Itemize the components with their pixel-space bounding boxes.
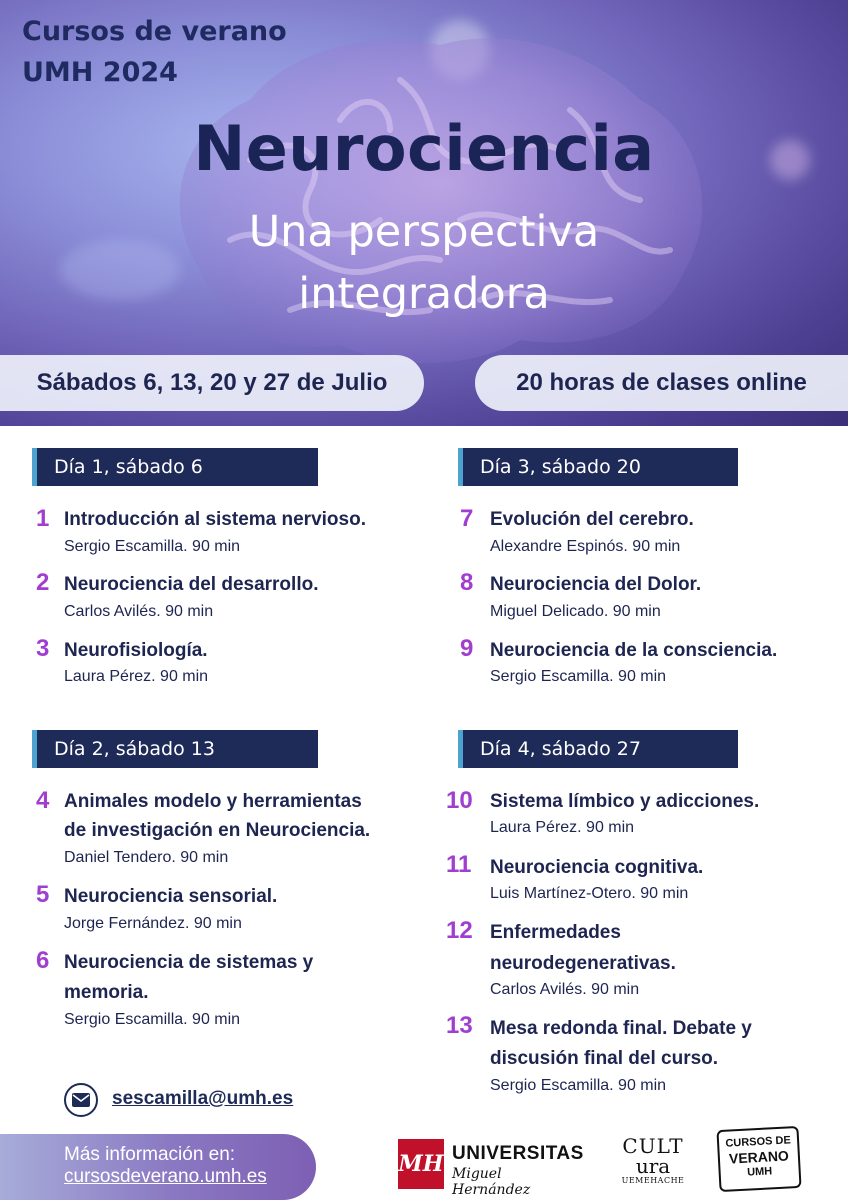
- umh-logo-sub: Miguel Hernández: [452, 1166, 531, 1198]
- session-number: 3: [36, 635, 50, 662]
- session-title: Evolución del cerebro.: [490, 509, 694, 530]
- more-info-link[interactable]: cursosdeverano.umh.es: [64, 1166, 267, 1187]
- cultura-logo: [618, 1136, 688, 1186]
- session-title: Animales modelo y herramientas: [64, 791, 362, 812]
- session-number: 2: [36, 569, 50, 596]
- cultura-logo-line2: ura: [635, 1154, 671, 1178]
- session-title: Sistema límbico y adicciones.: [490, 791, 760, 812]
- dates-text: Sábados 6, 13, 20 y 27 de Julio: [36, 369, 388, 396]
- day-2-header: [36, 730, 318, 768]
- session-title: Neurociencia del Dolor.: [490, 574, 702, 595]
- day-4-header: [462, 730, 738, 768]
- session-title: Neurociencia sensorial.: [64, 886, 278, 907]
- day-2-label: Día 2, sábado 13: [54, 738, 215, 760]
- session-meta: Laura Pérez. 90 min: [64, 668, 209, 685]
- session-number: 5: [36, 881, 50, 908]
- dates-pill: [0, 355, 424, 411]
- session-meta: Sergio Escamilla. 90 min: [64, 538, 241, 555]
- cultura-logo-line1: CULT: [622, 1134, 684, 1158]
- hero-tag-line2: UMH 2024: [22, 57, 178, 88]
- session-meta: Carlos Avilés. 90 min: [490, 981, 640, 998]
- course-subtitle-line2: integradora: [298, 269, 550, 319]
- session-number: 1: [36, 505, 50, 532]
- day-1-label: Día 1, sábado 6: [54, 456, 203, 478]
- session-title-cont: memoria.: [64, 982, 149, 1003]
- session-meta: Miguel Delicado. 90 min: [490, 603, 661, 620]
- session-meta: Laura Pérez. 90 min: [490, 819, 635, 836]
- session-number: 11: [446, 851, 472, 878]
- session-meta: Sergio Escamilla. 90 min: [64, 1011, 241, 1028]
- session-number: 12: [446, 917, 473, 944]
- contact-email-link[interactable]: sescamilla@umh.es: [112, 1088, 294, 1109]
- umh-logo: [398, 1139, 584, 1198]
- envelope-icon: [64, 1083, 98, 1117]
- session-title: Neurociencia de sistemas y: [64, 952, 314, 973]
- course-subtitle-line1: Una perspectiva: [248, 207, 600, 257]
- hours-text: 20 horas de clases online: [516, 369, 807, 396]
- session-meta: Sergio Escamilla. 90 min: [490, 1077, 667, 1094]
- hero-banner: [0, 0, 848, 426]
- session-meta: Jorge Fernández. 90 min: [64, 915, 242, 932]
- day-3-header: [462, 448, 738, 486]
- session-number: 13: [446, 1012, 473, 1039]
- session-title: Neurociencia del desarrollo.: [64, 574, 319, 595]
- session-title: Enfermedades: [490, 922, 621, 943]
- session-title: Neurofisiología.: [64, 640, 208, 661]
- cursos-logo-line3: UMH: [746, 1165, 773, 1179]
- cursos-logo-line1: CURSOS DE: [725, 1134, 792, 1150]
- cursos-verano-logo: [716, 1126, 801, 1192]
- session-meta: Carlos Avilés. 90 min: [64, 603, 214, 620]
- session-meta: Luis Martínez-Otero. 90 min: [490, 885, 689, 902]
- day-4-label: Día 4, sábado 27: [480, 738, 641, 760]
- session-title: Neurociencia de la consciencia.: [490, 640, 778, 661]
- more-info-label: Más información en:: [64, 1144, 236, 1165]
- session-title-cont: discusión final del curso.: [490, 1048, 719, 1069]
- course-title: Neurociencia: [193, 112, 655, 185]
- session-number: 4: [36, 787, 50, 814]
- session-meta: Daniel Tendero. 90 min: [64, 849, 229, 866]
- hours-pill: [475, 355, 848, 411]
- session-title-cont: neurodegenerativas.: [490, 953, 676, 974]
- umh-logo-mark: MH: [398, 1139, 444, 1189]
- session-number: 9: [460, 635, 474, 662]
- session-meta: Sergio Escamilla. 90 min: [490, 668, 667, 685]
- session-number: 7: [460, 505, 474, 532]
- session-title-cont: de investigación en Neurociencia.: [64, 820, 371, 841]
- cultura-logo-line3: UEMEHACHE: [621, 1176, 685, 1185]
- session-meta: Alexandre Espinós. 90 min: [490, 538, 681, 555]
- session-number: 8: [460, 569, 474, 596]
- session-number: 10: [446, 787, 473, 814]
- session-title: Introducción al sistema nervioso.: [64, 509, 366, 530]
- session-number: 6: [36, 947, 50, 974]
- day-3-label: Día 3, sábado 20: [480, 456, 641, 478]
- umh-logo-name: UNIVERSITAS: [452, 1143, 584, 1164]
- cursos-logo-line2: VERANO: [728, 1147, 790, 1167]
- session-title: Mesa redonda final. Debate y: [490, 1018, 752, 1039]
- day-1-header: [36, 448, 318, 486]
- session-title: Neurociencia cognitiva.: [490, 857, 704, 878]
- hero-tag-line1: Cursos de verano: [22, 16, 287, 47]
